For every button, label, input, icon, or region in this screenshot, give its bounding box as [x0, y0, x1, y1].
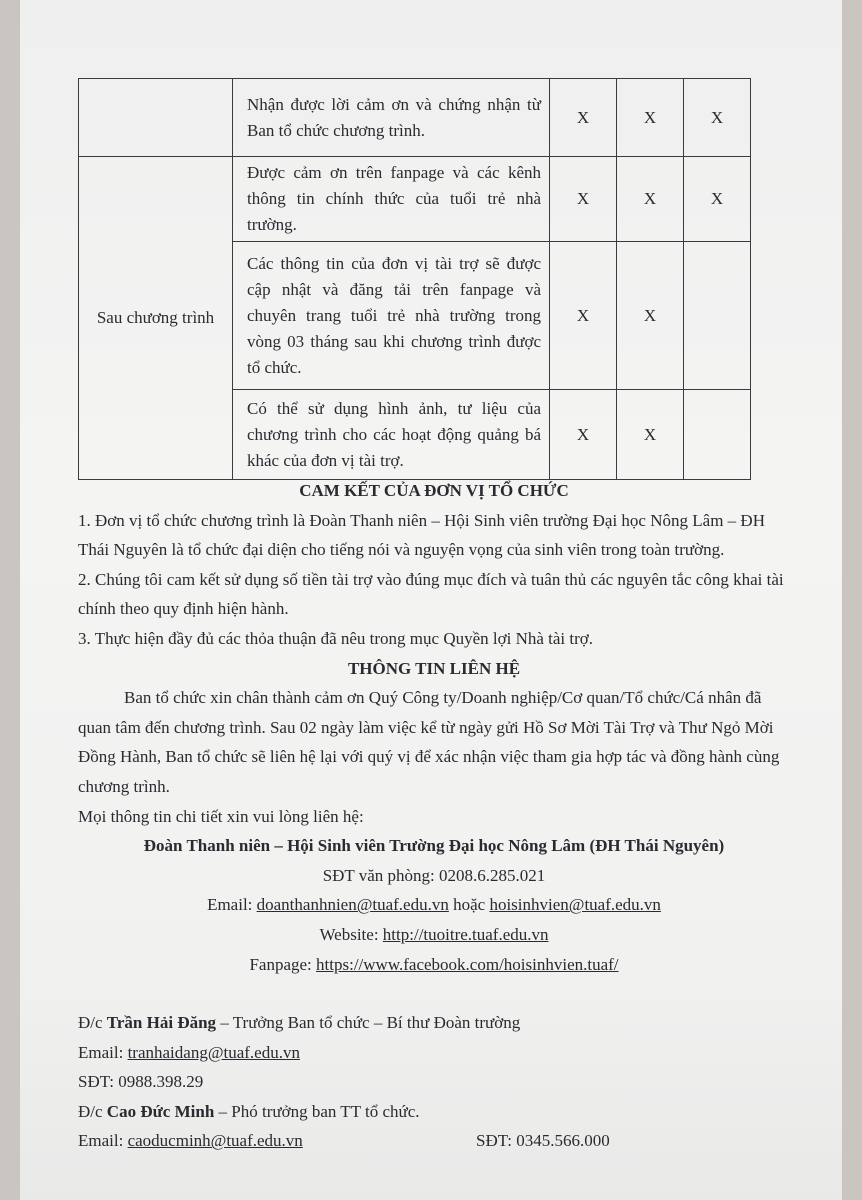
check-mark: X	[550, 242, 617, 390]
person-email-phone-line	[78, 1126, 790, 1156]
document-page	[20, 0, 842, 1200]
or-text: hoặc	[448, 895, 490, 915]
check-mark: X	[617, 390, 684, 480]
spacer	[78, 979, 790, 1008]
check-mark: X	[617, 79, 684, 157]
benefits-table	[78, 78, 751, 480]
benefit-description: Có thể sử dụng hình ảnh, tư liệu của chương trình cho các hoạt động quảng bá khác của đơn vị tài trợ.	[233, 390, 550, 480]
check-mark: X	[550, 79, 617, 157]
person-phone: SĐT: 0988.398.29	[78, 1072, 204, 1092]
contact-heading: THÔNG TIN LIÊN HỆ	[347, 658, 521, 678]
commitment-heading: CAM KẾT CỦA ĐƠN VỊ TỔ CHỨC	[299, 481, 569, 500]
commitment-item: 3. Thực hiện đầy đủ các thỏa thuận đã nêu trong mục Quyền lợi Nhà tài trợ.	[78, 628, 594, 648]
check-mark: X	[550, 157, 617, 242]
commitment-item: 1. Đơn vị tổ chức chương trình là Đoàn Thanh niên – Hội Sinh viên trường Đại học Nông Lâm – ĐH Thái Nguyên là tổ chức đại diện cho tiếng nói và nguyện vọng của sinh viên trong toàn trường.	[78, 510, 765, 560]
fanpage-link[interactable]: https://www.facebook.com/hoisinhvien.tuaf/	[316, 954, 619, 974]
person-prefix: Đ/c	[78, 1013, 107, 1033]
person-role: – Phó trưởng ban TT tổ chức.	[214, 1101, 420, 1121]
person-email-link[interactable]: tranhaidang@tuaf.edu.vn	[127, 1042, 300, 1062]
commitment-item: 2. Chúng tôi cam kết sử dụng số tiền tài trợ vào đúng mục đích và tuân thủ các nguyên tắc công khai tài chính theo quy định hiện hành.	[78, 569, 784, 619]
check-mark: X	[550, 390, 617, 480]
office-phone-label: SĐT văn phòng:	[322, 865, 440, 885]
website-link[interactable]: http://tuoitre.tuaf.edu.vn	[382, 924, 549, 944]
phase-cell: Sau chương trình	[79, 157, 233, 480]
person-email-line	[78, 1126, 476, 1156]
email-label: Email:	[78, 1042, 128, 1062]
person-email-link[interactable]: caoducminh@tuaf.edu.vn	[127, 1131, 303, 1151]
check-mark	[684, 242, 751, 390]
person-name: Cao Đức Minh	[106, 1101, 215, 1121]
contact-person-line	[78, 1008, 790, 1038]
phase-cell	[79, 79, 233, 157]
email-line	[78, 890, 790, 920]
person-prefix: Đ/c	[78, 1101, 107, 1121]
office-phone-line	[78, 861, 790, 891]
person-name: Trần Hải Đăng	[106, 1013, 217, 1033]
email-link-youth-union[interactable]: doanthanhnien@tuaf.edu.vn	[256, 895, 449, 915]
contact-intro: Ban tổ chức xin chân thành cảm ơn Quý Công ty/Doanh nghiệp/Cơ quan/Tổ chức/Cá nhân đã quan tâm đến chương trình. Sau 02 ngày làm việc kể từ ngày gửi Hồ Sơ Mời Tài Trợ và Thư Ngỏ Mời Đồng Hành, Ban tổ chức sẽ liên hệ lại với quý vị để xác nhận việc tham gia hợp tác và đồng hành cùng chương trình.	[78, 688, 780, 796]
check-mark: X	[617, 157, 684, 242]
fanpage-line	[78, 950, 790, 980]
email-label: Email:	[78, 1131, 128, 1151]
contact-person-line	[78, 1097, 790, 1127]
check-mark: X	[684, 79, 751, 157]
check-mark: X	[684, 157, 751, 242]
organization-name: Đoàn Thanh niên – Hội Sinh viên Trường Đại học Nông Lâm (ĐH Thái Nguyên)	[143, 836, 725, 856]
benefit-description: Các thông tin của đơn vị tài trợ sẽ được cập nhật và đăng tải trên fanpage và chuyên trang tuổi trẻ nhà trường trong vòng 03 tháng sau khi chương trình được tổ chức.	[233, 242, 550, 390]
website-label: Website:	[319, 924, 383, 944]
person-phone: SĐT: 0345.566.000	[476, 1131, 610, 1151]
check-mark: X	[617, 242, 684, 390]
person-email-line	[78, 1038, 790, 1068]
check-mark	[684, 390, 751, 480]
fanpage-label: Fanpage:	[249, 954, 317, 974]
benefit-description: Được cảm ơn trên fanpage và các kênh thông tin chính thức của tuổi trẻ nhà trường.	[233, 157, 550, 242]
table-row	[79, 79, 751, 157]
contact-lead: Mọi thông tin chi tiết xin vui lòng liên hệ:	[78, 806, 364, 826]
office-phone: 0208.6.285.021	[439, 865, 546, 885]
document-body	[78, 476, 790, 1156]
email-label: Email:	[207, 895, 257, 915]
email-link-student-association[interactable]: hoisinhvien@tuaf.edu.vn	[489, 895, 661, 915]
person-role: – Trưởng Ban tổ chức – Bí thư Đoàn trường	[216, 1013, 521, 1033]
table-row	[79, 157, 751, 242]
website-line	[78, 920, 790, 950]
benefit-description: Nhận được lời cảm ơn và chứng nhận từ Ban tổ chức chương trình.	[233, 79, 550, 157]
